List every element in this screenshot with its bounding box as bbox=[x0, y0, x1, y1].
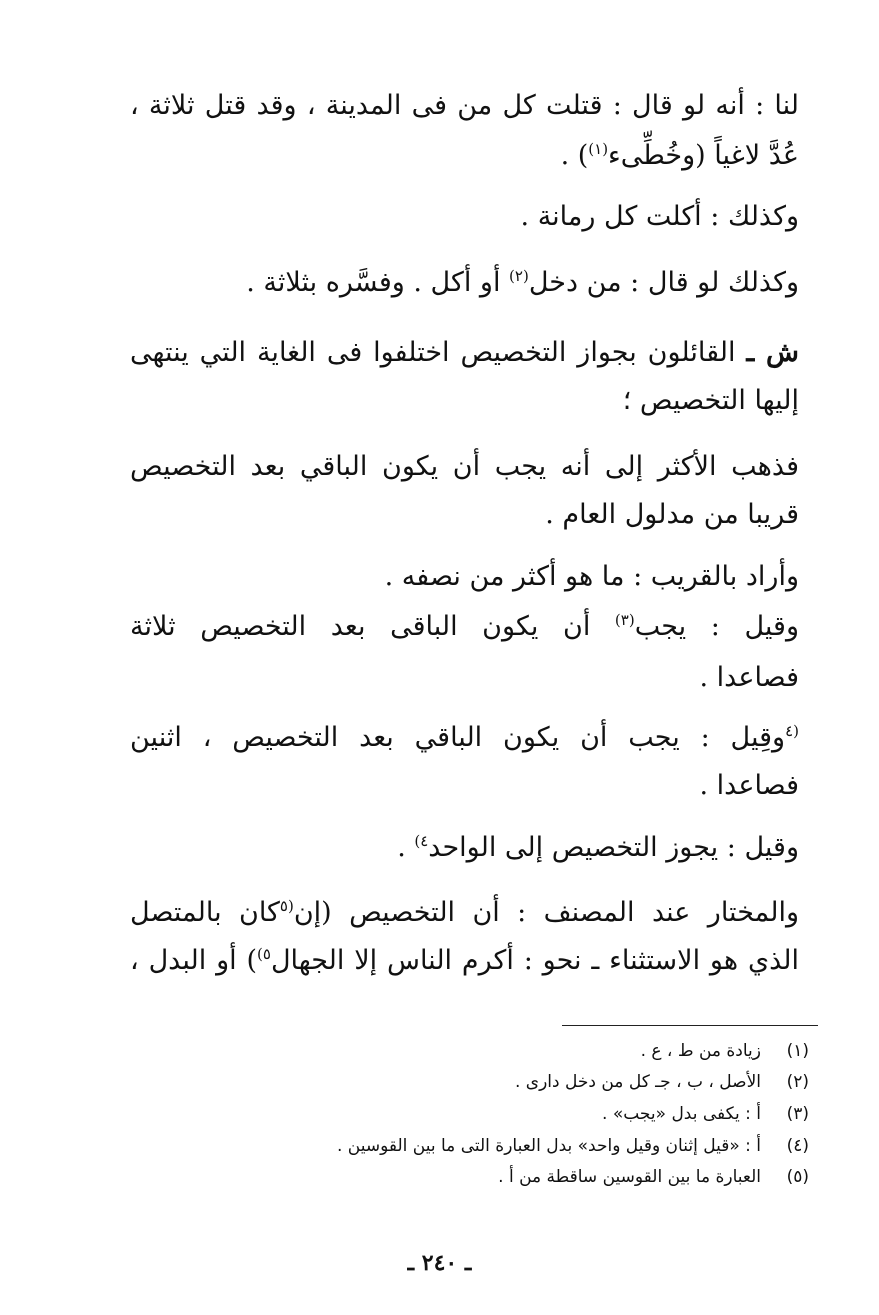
text-segment: وقيل : يجوز التخصيص إلى الواحد bbox=[428, 832, 799, 863]
text-segment: فذهب الأكثر إلى أنه يجب أن يكون الباقي بعد التخصيص bbox=[130, 451, 799, 482]
page-number: ـ ٢٤٠ ـ bbox=[407, 1250, 472, 1276]
text-line-3 bbox=[130, 197, 799, 237]
text-segment: وقيل : يجب bbox=[634, 611, 799, 642]
text-segment: الذي هو الاستثناء ـ نحو : أكرم الناس إلا الجهال bbox=[270, 945, 799, 976]
footnote-5 bbox=[180, 1164, 809, 1190]
text-line-14 bbox=[130, 828, 799, 868]
text-line-12 bbox=[130, 718, 799, 758]
text-segment: قريبا من مدلول العام . bbox=[545, 499, 799, 530]
text-line-15 bbox=[130, 893, 799, 933]
text-line-13 bbox=[130, 766, 799, 806]
footnote-4 bbox=[180, 1133, 809, 1159]
text-segment: وقِيل : يجب أن يكون الباقي بعد التخصيص ، اثنين bbox=[130, 722, 786, 753]
text-line-7 bbox=[130, 447, 799, 487]
footnote-ref-1: (١) bbox=[588, 140, 609, 158]
text-line-6 bbox=[130, 381, 799, 421]
footnote-ref-5-close: ٥) bbox=[257, 945, 271, 963]
commentary-marker: ش ـ bbox=[746, 337, 799, 368]
text-segment: وكذلك : أكلت كل رمانة . bbox=[520, 201, 799, 232]
text-segment: فصاعدا . bbox=[699, 770, 799, 801]
text-line-10 bbox=[130, 607, 799, 647]
footnote-number: (١) bbox=[786, 1041, 809, 1061]
text-line-5 bbox=[130, 333, 799, 373]
footnote-text: العبارة ما بين القوسين ساقطة من أ . bbox=[498, 1167, 761, 1187]
footnote-text: أ : يكفى بدل «يجب» . bbox=[602, 1104, 761, 1124]
text-line-4 bbox=[130, 263, 799, 303]
footnote-1 bbox=[180, 1038, 809, 1064]
footnote-ref-3: (٣) bbox=[614, 611, 635, 629]
text-segment: القائلون بجواز التخصيص اختلفوا فى الغاية التي ينتهى bbox=[130, 337, 747, 368]
text-segment: ) أو البدل ، bbox=[130, 945, 258, 976]
text-segment: وأراد بالقريب : ما هو أكثر من نصفه . bbox=[384, 561, 799, 592]
footnote-text: أ : «قيل إثنان وقيل واحد» بدل العبارة التى ما بين القوسين . bbox=[336, 1136, 761, 1156]
footnote-ref-4-close: ٤) bbox=[414, 832, 429, 850]
text-segment: والمختار عند المصنف : أن التخصيص (إن bbox=[293, 897, 799, 928]
text-line-11 bbox=[130, 658, 799, 698]
text-segment: فصاعدا . bbox=[699, 662, 799, 693]
footnote-number: (٢) bbox=[786, 1072, 809, 1092]
footnote-number: (٤) bbox=[786, 1136, 809, 1156]
footnote-2 bbox=[180, 1069, 809, 1095]
text-line-1 bbox=[130, 86, 799, 126]
footnote-text: الأصل ، ب ، جـ كل من دخل دارى . bbox=[514, 1072, 761, 1092]
text-line-9 bbox=[130, 557, 799, 597]
footnote-number: (٣) bbox=[786, 1104, 809, 1124]
footnote-number: (٥) bbox=[786, 1167, 809, 1187]
footnote-ref-2: (٢) bbox=[509, 267, 529, 285]
text-segment: . bbox=[397, 832, 415, 863]
text-segment: أن يكون الباقى بعد التخصيص ثلاثة bbox=[130, 611, 615, 642]
text-segment: إليها التخصيص ؛ bbox=[622, 385, 799, 416]
text-segment: أو أكل . وفسَّره بثلاثة . bbox=[246, 267, 510, 298]
text-segment: عُدَّ لاغياً (وخُطِّىء bbox=[608, 140, 799, 171]
footnote-text: زيادة من ط ، ع . bbox=[640, 1041, 761, 1061]
text-line-2 bbox=[130, 136, 799, 176]
footnote-ref-5-open: (٥ bbox=[279, 897, 294, 915]
text-segment: لنا : أنه لو قال : قتلت كل من فى المدينة ، وقد قتل ثلاثة ، bbox=[130, 90, 799, 121]
text-line-16 bbox=[130, 941, 799, 981]
text-segment: كان بالمتصل bbox=[130, 897, 280, 928]
footnote-divider bbox=[562, 1025, 818, 1026]
text-line-8 bbox=[130, 495, 799, 535]
text-segment: ) . bbox=[560, 140, 589, 171]
text-segment: وكذلك لو قال : من دخل bbox=[528, 267, 799, 298]
footnote-ref-4-open: (٤ bbox=[785, 722, 799, 740]
footnote-3 bbox=[180, 1101, 809, 1127]
